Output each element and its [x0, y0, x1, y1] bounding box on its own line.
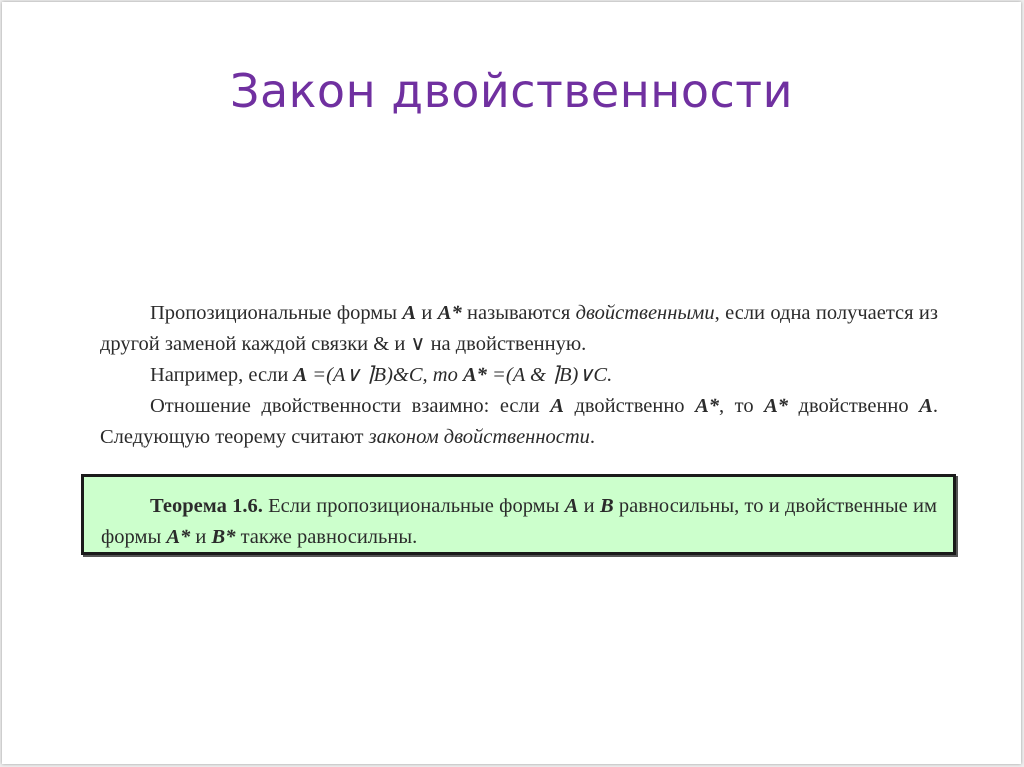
text-run: также равносильны. — [235, 526, 418, 548]
text-run: двойственно — [563, 395, 696, 417]
text-run: двойственно — [788, 395, 920, 417]
variable-b: B — [599, 495, 614, 517]
text-run: и — [190, 526, 212, 548]
term-dual: двойственными — [575, 302, 715, 324]
variable-a: A — [564, 495, 579, 517]
paragraph-definition — [100, 298, 938, 360]
text-run: , то — [719, 395, 765, 417]
text-run: и — [416, 302, 438, 324]
text-run: Отношение двойственности взаимно: если — [150, 395, 551, 417]
text-run: Если пропозициональные формы — [262, 495, 565, 517]
variable-a: A — [293, 364, 308, 386]
variable-a-star: A* — [695, 395, 719, 417]
variable-a-star: A* — [764, 395, 789, 417]
variable-a: A — [550, 395, 564, 417]
text-run: и — [578, 495, 600, 517]
text-run: равносильны, то и двойственные им формы — [101, 495, 937, 548]
formula-original: =(A∨ ⌉B)&C, то — [307, 364, 463, 386]
variable-b-star: B* — [211, 526, 236, 548]
text-run: . Следующую теорему считают — [100, 395, 938, 448]
text-run: называются — [461, 302, 576, 324]
formula-dual: =(A & ⌉B)∨C. — [486, 364, 613, 386]
variable-a-star: A* — [166, 526, 191, 548]
text-run: . — [589, 426, 596, 448]
theorem-box — [81, 474, 956, 555]
variable-a: A — [402, 302, 417, 324]
theorem-label: Теорема 1.6. — [150, 495, 263, 517]
theorem-text — [101, 491, 937, 553]
text-run: Пропозициональные формы — [150, 302, 403, 324]
variable-a: A — [919, 395, 933, 417]
paragraph-reciprocity — [100, 391, 938, 453]
body-text — [100, 298, 938, 453]
variable-a-star: A* — [437, 302, 462, 324]
slide — [2, 2, 1021, 764]
slide-title: Закон двойственности — [229, 64, 794, 118]
variable-a-star: A* — [462, 364, 487, 386]
term-law: законом двойственности — [368, 426, 590, 448]
paragraph-example — [100, 360, 938, 391]
text-run: Например, если — [150, 364, 294, 386]
text-run: , если одна получается из другой заменой каждой связки & и ∨ на двойственную. — [100, 302, 938, 355]
